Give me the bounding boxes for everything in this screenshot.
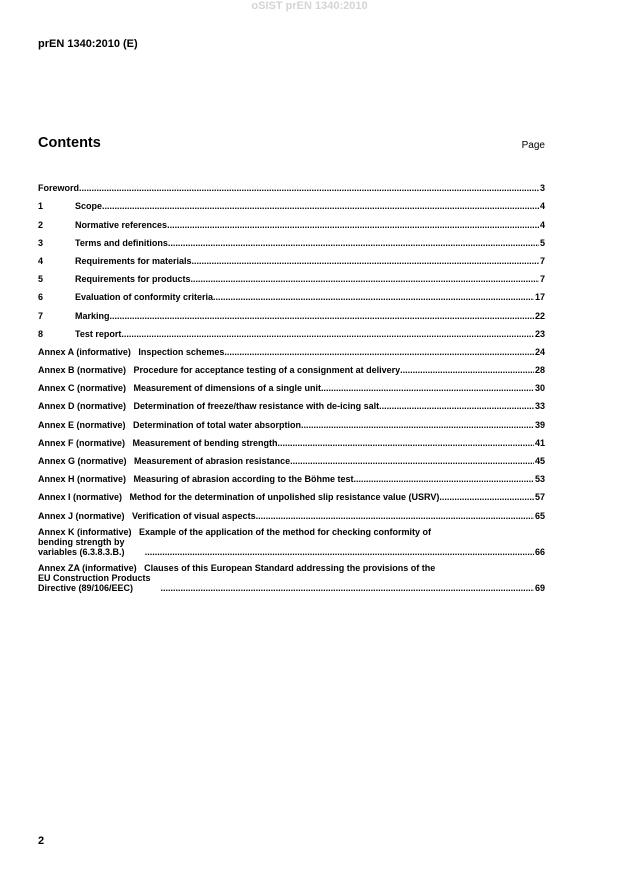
table-of-contents (38, 175, 545, 596)
toc-entry-title: Requirements for materials (75, 255, 192, 266)
toc-entry-page: 45 (534, 456, 545, 466)
toc-entry-page: 69 (534, 582, 545, 593)
document-id: prEN 1340:2010 (E) (38, 38, 138, 50)
toc-entry[interactable] (38, 448, 545, 466)
toc-entry[interactable] (38, 175, 545, 193)
toc-entry-page: 41 (534, 437, 545, 448)
toc-entry-title-continued: EU Construction Products Directive (89/106/EEC) (38, 572, 151, 593)
toc-entry-page: 30 (534, 383, 545, 394)
toc-entry-page: 28 (534, 365, 545, 376)
toc-entry[interactable] (38, 321, 545, 339)
toc-entry[interactable] (38, 527, 545, 557)
page-number: 2 (38, 835, 45, 847)
toc-entry-page: 66 (534, 546, 545, 557)
toc-entry-title: Annex D (normative) Determination of freeze/thaw resistance with de-icing salt (38, 401, 380, 412)
toc-entry-title: Requirements for products (75, 274, 191, 285)
toc-entry-page: 4 (539, 201, 545, 212)
dot-leader (121, 329, 534, 339)
dot-leader (439, 492, 534, 502)
dot-leader (301, 420, 534, 430)
toc-entry-title: Annex I (normative) Method for the determination of unpolished slip resistance value (USRV) (38, 492, 440, 503)
dot-leader (354, 474, 534, 484)
toc-entry-number: 5 (38, 274, 44, 285)
toc-entry-number: 4 (38, 255, 44, 266)
toc-entry-title-continued: bending strength by variables (6.3.8.3.B.) (38, 536, 125, 557)
dot-leader (290, 456, 534, 466)
toc-entry-number: 3 (38, 237, 44, 248)
toc-entry[interactable] (38, 430, 545, 448)
toc-entry-title: Marking (75, 310, 110, 321)
toc-entry-title: Test report (75, 328, 122, 339)
toc-entry-page: 23 (534, 328, 545, 339)
toc-entry-page: 53 (534, 474, 545, 485)
toc-entry-title: Foreword (38, 183, 80, 194)
toc-entry[interactable] (38, 193, 545, 211)
toc-entry[interactable] (38, 211, 545, 229)
toc-entry-page: 57 (534, 492, 545, 503)
toc-entry-page: 22 (534, 310, 545, 321)
toc-entry-number: 7 (38, 310, 44, 321)
toc-entry[interactable] (38, 563, 545, 593)
toc-entry-page: 5 (539, 237, 545, 248)
toc-entry-page: 65 (534, 510, 545, 521)
toc-entry-title: Annex A (informative) Inspection schemes (38, 346, 225, 357)
dot-leader (278, 438, 534, 448)
toc-entry[interactable] (38, 284, 545, 302)
toc-entry-page: 3 (539, 183, 545, 194)
toc-entry[interactable] (38, 266, 545, 284)
toc-entry-page: 7 (539, 274, 545, 285)
dot-leader (167, 220, 539, 230)
toc-entry-title: Scope (75, 201, 103, 212)
toc-entry[interactable] (38, 466, 545, 484)
dot-leader (145, 547, 534, 557)
toc-entry-page: 17 (534, 292, 545, 303)
dot-leader (224, 347, 534, 357)
toc-entry-number: 8 (38, 328, 44, 339)
toc-entry-title: Annex C (normative) Measurement of dimensions of a single unit (38, 383, 322, 394)
toc-entry-title: Annex J (normative) Verification of visual aspects (38, 510, 256, 521)
toc-entry-title: Annex ZA (informative) Clauses of this European Standard addressing the provisions of the (38, 562, 436, 573)
dot-leader (256, 511, 534, 521)
page-column-label: Page (521, 140, 545, 151)
toc-entry-title: Annex K (informative) Example of the application of the method for checking conformity of (38, 526, 432, 537)
toc-entry[interactable] (38, 411, 545, 429)
dot-leader (168, 238, 539, 248)
toc-entry-number: 2 (38, 219, 44, 230)
toc-entry[interactable] (38, 339, 545, 357)
toc-entry-page: 4 (539, 219, 545, 230)
toc-entry[interactable] (38, 248, 545, 266)
toc-entry[interactable] (38, 357, 545, 375)
toc-entry-title: Annex E (normative) Determination of total water absorption (38, 419, 302, 430)
dot-leader (400, 365, 534, 375)
toc-entry[interactable] (38, 375, 545, 393)
dot-leader (213, 292, 534, 302)
dot-leader (79, 183, 539, 193)
toc-entry[interactable] (38, 393, 545, 411)
dot-leader (102, 201, 539, 211)
toc-entry-title: Terms and definitions (75, 237, 168, 248)
toc-entry-title: Annex F (normative) Measurement of bending strength (38, 437, 278, 448)
dot-leader (191, 274, 539, 284)
toc-entry-number: 6 (38, 292, 44, 303)
toc-entry-page: 33 (534, 401, 545, 412)
dot-leader (192, 256, 539, 266)
toc-entry-page: 7 (539, 255, 545, 266)
toc-entry-title: Normative references (75, 219, 168, 230)
toc-entry-title: Evaluation of conformity criteria (75, 292, 214, 303)
dot-leader (161, 583, 534, 593)
dot-leader (379, 401, 534, 411)
dot-leader (321, 383, 534, 393)
toc-entry-title: Annex B (normative) Procedure for acceptance testing of a consignment at delivery (38, 365, 401, 376)
toc-entry-number: 1 (38, 201, 44, 212)
contents-heading: Contents (38, 135, 101, 151)
toc-entry-title: Annex G (normative) Measurement of abrasion resistance (38, 456, 291, 466)
toc-entry-page: 39 (534, 419, 545, 430)
toc-entry-title: Annex H (normative) Measuring of abrasion according to the Böhme test (38, 474, 354, 485)
toc-entry[interactable] (38, 502, 545, 520)
toc-entry[interactable] (38, 484, 545, 502)
toc-entry-page: 24 (534, 346, 545, 357)
watermark: oSIST prEN 1340:2010 (251, 0, 368, 12)
toc-entry[interactable] (38, 302, 545, 320)
toc-entry[interactable] (38, 230, 545, 248)
dot-leader (110, 311, 534, 321)
